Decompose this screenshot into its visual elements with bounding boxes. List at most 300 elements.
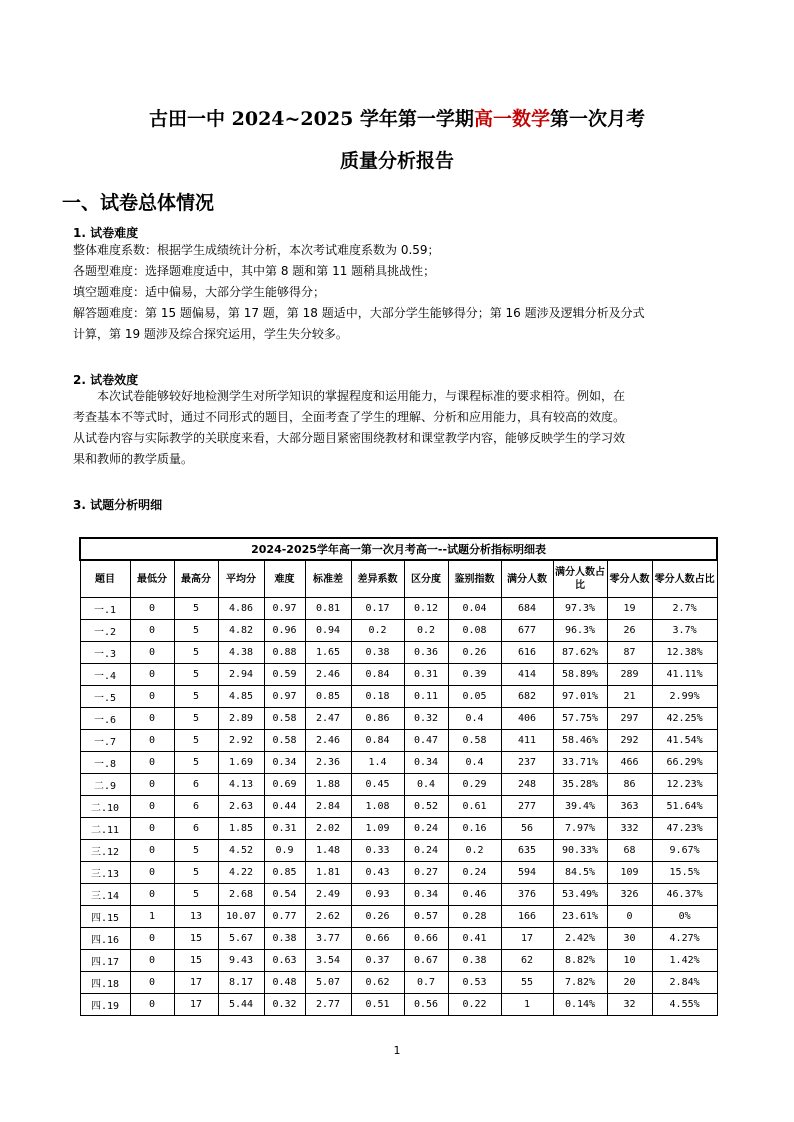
table-cell: 0.4 — [404, 774, 448, 796]
table-cell: 0.04 — [448, 598, 501, 620]
table-cell: 4.38 — [218, 642, 264, 664]
table-cell: 0.81 — [305, 598, 351, 620]
column-header: 最低分 — [130, 560, 174, 598]
difficulty-paragraph — [73, 240, 725, 345]
table-cell: 87 — [607, 642, 652, 664]
table-cell: 2.63 — [218, 796, 264, 818]
table-cell: 0.85 — [305, 686, 351, 708]
paragraph-line: 解答题难度：第 15 题偏易，第 17 题，第 18 题适中，大部分学生能够得分；第 16 题涉及逻辑分析及分式 — [73, 306, 645, 320]
table-cell: 2.46 — [305, 730, 351, 752]
table-cell: 0.05 — [448, 686, 501, 708]
table-cell: 5 — [174, 730, 218, 752]
table-cell: 0.32 — [404, 708, 448, 730]
table-cell: 0 — [130, 752, 174, 774]
table-cell: 0.48 — [264, 972, 305, 994]
table-cell: 0 — [130, 994, 174, 1016]
table-cell: 0.63 — [264, 950, 305, 972]
table-cell: 一.5 — [80, 686, 130, 708]
subsection-heading-detail: 3. 试题分析明细 — [73, 498, 163, 512]
column-header: 标准差 — [305, 560, 351, 598]
table-cell: 0.2 — [351, 620, 404, 642]
table-cell: 21 — [607, 686, 652, 708]
column-header: 难度 — [264, 560, 305, 598]
table-row — [80, 664, 717, 686]
table-cell: 0.24 — [404, 818, 448, 840]
table-cell: 0.66 — [404, 928, 448, 950]
table-cell: 0.36 — [404, 642, 448, 664]
table-cell: 0.9 — [264, 840, 305, 862]
table-cell: 0 — [130, 642, 174, 664]
table-cell: 8.17 — [218, 972, 264, 994]
table-cell: 97.01% — [553, 686, 607, 708]
table-cell: 17 — [174, 972, 218, 994]
table-cell: 0.14% — [553, 994, 607, 1016]
table-cell: 55 — [501, 972, 553, 994]
table-cell: 0.39 — [448, 664, 501, 686]
table-cell: 5 — [174, 862, 218, 884]
table-cell: 68 — [607, 840, 652, 862]
table-cell: 23.61% — [553, 906, 607, 928]
table-cell: 2.7% — [652, 598, 717, 620]
table-row — [80, 950, 717, 972]
table-cell: 5 — [174, 642, 218, 664]
table-cell: 5 — [174, 598, 218, 620]
table-cell: 5.07 — [305, 972, 351, 994]
table-cell: 7.82% — [553, 972, 607, 994]
table-row — [80, 972, 717, 994]
table-cell: 58.89% — [553, 664, 607, 686]
table-cell: 0.34 — [404, 884, 448, 906]
title-highlight: 高一数学 — [473, 108, 550, 130]
table-cell: 0.31 — [264, 818, 305, 840]
table-cell: 9.67% — [652, 840, 717, 862]
table-cell: 0 — [130, 686, 174, 708]
table-cell: 0.56 — [404, 994, 448, 1016]
table-cell: 62 — [501, 950, 553, 972]
column-header: 零分人数占比 — [652, 560, 717, 598]
table-cell: 47.23% — [652, 818, 717, 840]
table-cell: 一.7 — [80, 730, 130, 752]
table-cell: 1.48 — [305, 840, 351, 862]
paragraph-line: 计算，第 19 题涉及综合探究运用，学生失分较多。 — [73, 327, 348, 341]
table-cell: 277 — [501, 796, 553, 818]
table-cell: 一.1 — [80, 598, 130, 620]
table-header-row — [80, 560, 717, 598]
table-cell: 0 — [130, 664, 174, 686]
table-row — [80, 774, 717, 796]
table-cell: 0.84 — [351, 664, 404, 686]
table-cell: 2.68 — [218, 884, 264, 906]
table-cell: 46.37% — [652, 884, 717, 906]
table-cell: 1.69 — [218, 752, 264, 774]
report-title — [0, 104, 794, 131]
table-cell: 2.47 — [305, 708, 351, 730]
table-cell: 0.93 — [351, 884, 404, 906]
table-cell: 0.24 — [448, 862, 501, 884]
title-part2: 第一次月考 — [549, 108, 645, 130]
table-cell: 17 — [501, 928, 553, 950]
table-cell: 9.43 — [218, 950, 264, 972]
table-cell: 0 — [130, 840, 174, 862]
table-row — [80, 994, 717, 1016]
table-cell: 0 — [607, 906, 652, 928]
table-cell: 三.12 — [80, 840, 130, 862]
table-cell: 109 — [607, 862, 652, 884]
table-cell: 0.58 — [264, 730, 305, 752]
table-row — [80, 642, 717, 664]
table-cell: 0 — [130, 708, 174, 730]
table-cell: 0.67 — [404, 950, 448, 972]
table-cell: 19 — [607, 598, 652, 620]
table-row — [80, 598, 717, 620]
table-cell: 15 — [174, 950, 218, 972]
table-cell: 0.51 — [351, 994, 404, 1016]
paragraph-line: 整体难度系数：根据学生成绩统计分析，本次考试难度系数为 0.59； — [73, 243, 440, 257]
table-cell: 4.55% — [652, 994, 717, 1016]
table-cell: 0.61 — [448, 796, 501, 818]
table-cell: 6 — [174, 796, 218, 818]
table-cell: 四.17 — [80, 950, 130, 972]
table-cell: 4.86 — [218, 598, 264, 620]
table-cell: 33.71% — [553, 752, 607, 774]
column-header: 差异系数 — [351, 560, 404, 598]
table-row — [80, 620, 717, 642]
table-cell: 0.97 — [264, 598, 305, 620]
table-cell: 57.75% — [553, 708, 607, 730]
table-cell: 0.44 — [264, 796, 305, 818]
table-cell: 66.29% — [652, 752, 717, 774]
table-cell: 0.58 — [448, 730, 501, 752]
column-header: 区分度 — [404, 560, 448, 598]
table-cell: 96.3% — [553, 620, 607, 642]
table-cell: 0.96 — [264, 620, 305, 642]
table-cell: 594 — [501, 862, 553, 884]
table-cell: 0.94 — [305, 620, 351, 642]
table-cell: 0.11 — [404, 686, 448, 708]
table-row — [80, 686, 717, 708]
table-cell: 10.07 — [218, 906, 264, 928]
table-cell: 四.16 — [80, 928, 130, 950]
table-cell: 376 — [501, 884, 553, 906]
table-cell: 0.34 — [404, 752, 448, 774]
table-cell: 0.38 — [351, 642, 404, 664]
title-part1: 古田一中 2024~2025 学年第一学期 — [149, 108, 474, 130]
table-cell: 332 — [607, 818, 652, 840]
validity-paragraph — [73, 386, 725, 470]
table-cell: 5.67 — [218, 928, 264, 950]
table-cell: 90.33% — [553, 840, 607, 862]
table-cell: 0.85 — [264, 862, 305, 884]
table-body — [80, 598, 717, 1016]
table-cell: 0 — [130, 950, 174, 972]
column-header: 平均分 — [218, 560, 264, 598]
table-cell: 0 — [130, 928, 174, 950]
table-cell: 635 — [501, 840, 553, 862]
table-cell: 5 — [174, 708, 218, 730]
column-header: 鉴别指数 — [448, 560, 501, 598]
table-cell: 363 — [607, 796, 652, 818]
table-cell: 1.88 — [305, 774, 351, 796]
table-cell: 0.16 — [448, 818, 501, 840]
paragraph-line: 本次试卷能够较好地检测学生对所学知识的掌握程度和运用能力，与课程标准的要求相符。例如，在 — [97, 389, 626, 403]
table-row — [80, 818, 717, 840]
table-cell: 2.84 — [305, 796, 351, 818]
table-cell: 2.94 — [218, 664, 264, 686]
table-cell: 2.42% — [553, 928, 607, 950]
table-cell: 0.17 — [351, 598, 404, 620]
table-cell: 0.62 — [351, 972, 404, 994]
table-cell: 86 — [607, 774, 652, 796]
table-cell: 5 — [174, 664, 218, 686]
table-cell: 97.3% — [553, 598, 607, 620]
table-cell: 3.54 — [305, 950, 351, 972]
table-cell: 0.53 — [448, 972, 501, 994]
table-cell: 0.22 — [448, 994, 501, 1016]
table-cell: 0.54 — [264, 884, 305, 906]
table-cell: 15.5% — [652, 862, 717, 884]
table-cell: 4.82 — [218, 620, 264, 642]
table-cell: 2.89 — [218, 708, 264, 730]
table-cell: 0 — [130, 884, 174, 906]
paragraph-line: 填空题难度：适中偏易，大部分学生能够得分； — [73, 285, 326, 299]
paragraph-line: 各题型难度：选择题难度适中，其中第 8 题和第 11 题稍具挑战性； — [73, 264, 436, 278]
table-cell: 0.32 — [264, 994, 305, 1016]
table-cell: 0.84 — [351, 730, 404, 752]
table-cell: 0.57 — [404, 906, 448, 928]
section-heading-overview: 一、试卷总体情况 — [62, 192, 215, 214]
table-cell: 0.26 — [351, 906, 404, 928]
table-cell: 4.85 — [218, 686, 264, 708]
table-cell: 297 — [607, 708, 652, 730]
table-cell: 1 — [130, 906, 174, 928]
table-cell: 4.13 — [218, 774, 264, 796]
table-cell: 三.14 — [80, 884, 130, 906]
page-number: 1 — [393, 1044, 401, 1057]
table-cell: 292 — [607, 730, 652, 752]
table-cell: 1.08 — [351, 796, 404, 818]
table-caption: 2024-2025学年高一第一次月考高一--试题分析指标明细表 — [80, 538, 717, 560]
table-cell: 四.18 — [80, 972, 130, 994]
table-cell: 26 — [607, 620, 652, 642]
table-cell: 5.44 — [218, 994, 264, 1016]
table-cell: 0.88 — [264, 642, 305, 664]
table-cell: 0.43 — [351, 862, 404, 884]
table-cell: 0.38 — [448, 950, 501, 972]
table-cell: 682 — [501, 686, 553, 708]
column-header: 零分人数 — [607, 560, 652, 598]
column-header: 最高分 — [174, 560, 218, 598]
table-row — [80, 928, 717, 950]
table-cell: 0.97 — [264, 686, 305, 708]
table-cell: 414 — [501, 664, 553, 686]
table-cell: 0 — [130, 598, 174, 620]
table-cell: 一.2 — [80, 620, 130, 642]
table-row — [80, 708, 717, 730]
table-cell: 二.11 — [80, 818, 130, 840]
table-cell: 684 — [501, 598, 553, 620]
table-cell: 0.2 — [404, 620, 448, 642]
table-cell: 13 — [174, 906, 218, 928]
item-analysis-table — [79, 537, 718, 1016]
table-cell: 0 — [130, 972, 174, 994]
table-cell: 2.99% — [652, 686, 717, 708]
table-cell: 2.49 — [305, 884, 351, 906]
table-row — [80, 796, 717, 818]
table-cell: 5 — [174, 884, 218, 906]
table-cell: 466 — [607, 752, 652, 774]
table-cell: 0.7 — [404, 972, 448, 994]
table-cell: 4.27% — [652, 928, 717, 950]
table-cell: 12.38% — [652, 642, 717, 664]
table-cell: 84.5% — [553, 862, 607, 884]
table-cell: 4.52 — [218, 840, 264, 862]
table-cell: 0.38 — [264, 928, 305, 950]
table-cell: 一.6 — [80, 708, 130, 730]
table-cell: 0 — [130, 796, 174, 818]
paragraph-line: 考查基本不等式时，通过不同形式的题目，全面考查了学生的理解、分析和应用能力，具有较高的效度。 — [73, 410, 626, 424]
table-cell: 677 — [501, 620, 553, 642]
table-row — [80, 862, 717, 884]
table-cell: 四.19 — [80, 994, 130, 1016]
table-cell: 2.84% — [652, 972, 717, 994]
table-cell: 2.77 — [305, 994, 351, 1016]
table-cell: 0.66 — [351, 928, 404, 950]
table-cell: 0.46 — [448, 884, 501, 906]
table-cell: 0% — [652, 906, 717, 928]
table-row — [80, 752, 717, 774]
table-cell: 10 — [607, 950, 652, 972]
subsection-heading-difficulty: 1. 试卷难度 — [73, 226, 139, 240]
table-cell: 1 — [501, 994, 553, 1016]
table-row — [80, 884, 717, 906]
table-cell: 5 — [174, 620, 218, 642]
table-cell: 2.62 — [305, 906, 351, 928]
table-cell: 35.28% — [553, 774, 607, 796]
table-cell: 0.41 — [448, 928, 501, 950]
table-cell: 7.97% — [553, 818, 607, 840]
table-cell: 32 — [607, 994, 652, 1016]
table-cell: 1.65 — [305, 642, 351, 664]
subsection-heading-validity: 2. 试卷效度 — [73, 373, 139, 387]
table-cell: 4.22 — [218, 862, 264, 884]
table-cell: 0.24 — [404, 840, 448, 862]
table-cell: 3.77 — [305, 928, 351, 950]
table-cell: 3.7% — [652, 620, 717, 642]
table-cell: 17 — [174, 994, 218, 1016]
table-cell: 39.4% — [553, 796, 607, 818]
table-cell: 2.36 — [305, 752, 351, 774]
table-cell: 0.52 — [404, 796, 448, 818]
table-cell: 12.23% — [652, 774, 717, 796]
table-cell: 0 — [130, 730, 174, 752]
table-cell: 1.85 — [218, 818, 264, 840]
table-cell: 二.9 — [80, 774, 130, 796]
paragraph-line: 从试卷内容与实际教学的关联度来看，大部分题目紧密围绕教材和课堂教学内容，能够反映学生的学习效 — [73, 431, 626, 445]
table-cell: 一.8 — [80, 752, 130, 774]
table-cell: 0.33 — [351, 840, 404, 862]
table-cell: 0.27 — [404, 862, 448, 884]
table-cell: 0.69 — [264, 774, 305, 796]
table-cell: 326 — [607, 884, 652, 906]
table-cell: 0 — [130, 620, 174, 642]
table-cell: 1.81 — [305, 862, 351, 884]
table-cell: 0.18 — [351, 686, 404, 708]
table-cell: 0.58 — [264, 708, 305, 730]
table-cell: 0.12 — [404, 598, 448, 620]
table-cell: 53.49% — [553, 884, 607, 906]
table-cell: 237 — [501, 752, 553, 774]
table-cell: 248 — [501, 774, 553, 796]
table-cell: 51.64% — [652, 796, 717, 818]
table-cell: 56 — [501, 818, 553, 840]
table-cell: 0 — [130, 774, 174, 796]
column-header: 题目 — [80, 560, 130, 598]
table-cell: 二.10 — [80, 796, 130, 818]
table-cell: 289 — [607, 664, 652, 686]
table-cell: 0.45 — [351, 774, 404, 796]
table-cell: 8.82% — [553, 950, 607, 972]
table-cell: 2.46 — [305, 664, 351, 686]
table-row — [80, 840, 717, 862]
table-cell: 一.3 — [80, 642, 130, 664]
table-row — [80, 730, 717, 752]
table-cell: 406 — [501, 708, 553, 730]
column-header: 满分人数占比 — [553, 560, 607, 598]
table-cell: 0.28 — [448, 906, 501, 928]
table-cell: 166 — [501, 906, 553, 928]
table-cell: 42.25% — [652, 708, 717, 730]
table-cell: 41.54% — [652, 730, 717, 752]
table-cell: 2.92 — [218, 730, 264, 752]
table-cell: 20 — [607, 972, 652, 994]
table-cell: 58.46% — [553, 730, 607, 752]
table-cell: 1.09 — [351, 818, 404, 840]
table-cell: 0.34 — [264, 752, 305, 774]
table-cell: 0.08 — [448, 620, 501, 642]
table-cell: 四.15 — [80, 906, 130, 928]
table-cell: 1.4 — [351, 752, 404, 774]
table-cell: 616 — [501, 642, 553, 664]
table-cell: 0.77 — [264, 906, 305, 928]
table-cell: 15 — [174, 928, 218, 950]
table-cell: 5 — [174, 686, 218, 708]
table-cell: 2.02 — [305, 818, 351, 840]
table-cell: 5 — [174, 840, 218, 862]
table-cell: 30 — [607, 928, 652, 950]
table-cell: 0.29 — [448, 774, 501, 796]
table-cell: 5 — [174, 752, 218, 774]
table-cell: 0 — [130, 862, 174, 884]
report-subtitle: 质量分析报告 — [339, 150, 454, 172]
table-cell: 87.62% — [553, 642, 607, 664]
paragraph-line: 果和教师的教学质量。 — [73, 452, 194, 466]
table-cell: 0.47 — [404, 730, 448, 752]
column-header: 满分人数 — [501, 560, 553, 598]
table-cell: 0.86 — [351, 708, 404, 730]
table-cell: 41.11% — [652, 664, 717, 686]
table-cell: 411 — [501, 730, 553, 752]
table-cell: 0.2 — [448, 840, 501, 862]
table-cell: 0.4 — [448, 708, 501, 730]
table-cell: 0.59 — [264, 664, 305, 686]
table-cell: 三.13 — [80, 862, 130, 884]
table-cell: 1.42% — [652, 950, 717, 972]
table-cell: 6 — [174, 774, 218, 796]
table-cell: 6 — [174, 818, 218, 840]
table-cell: 0.37 — [351, 950, 404, 972]
table-cell: 0.26 — [448, 642, 501, 664]
table-cell: 0.31 — [404, 664, 448, 686]
